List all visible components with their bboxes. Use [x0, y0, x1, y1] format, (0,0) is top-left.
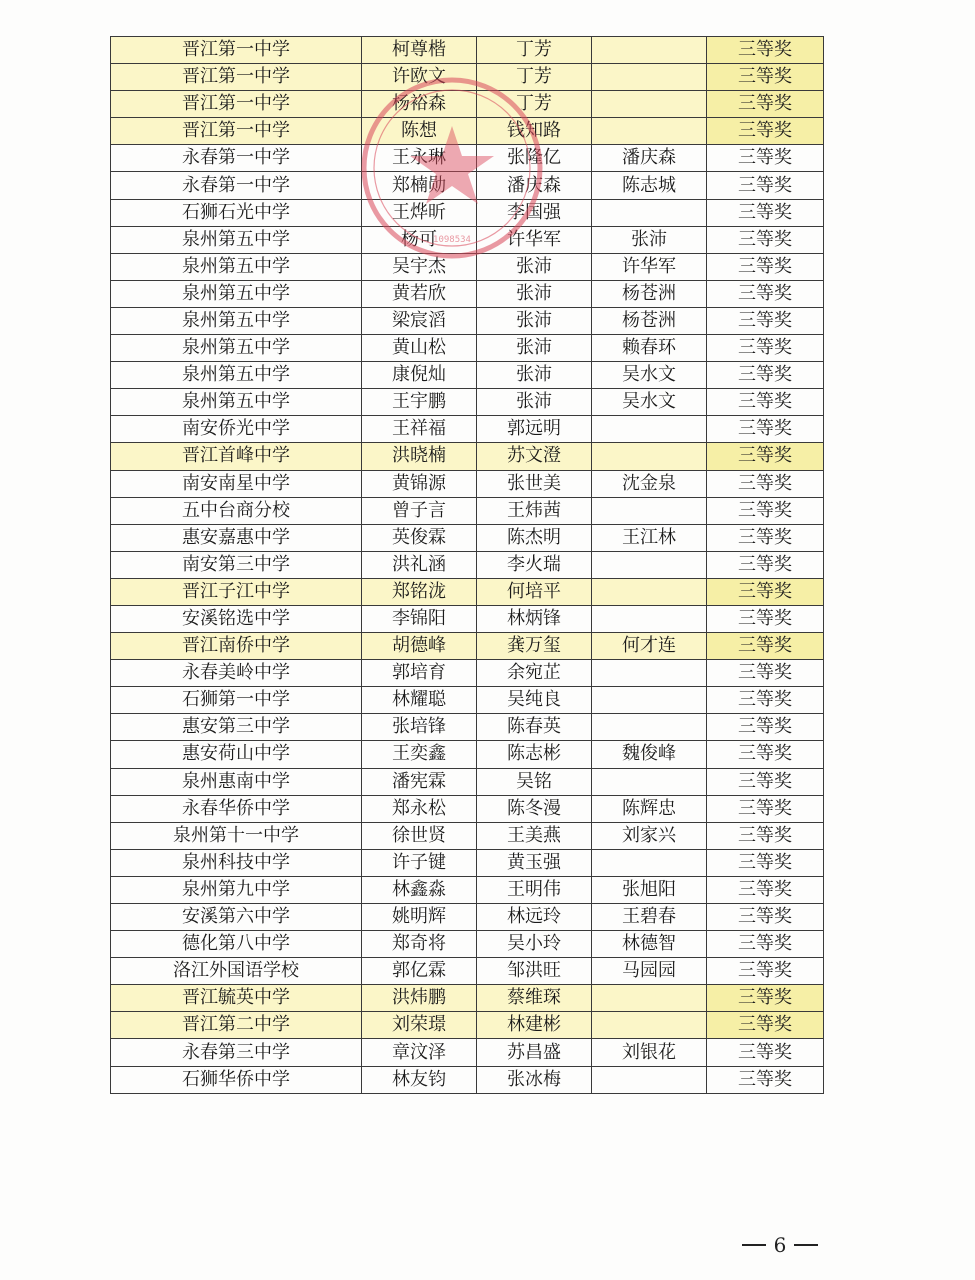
table-row — [111, 714, 824, 741]
table-row — [111, 904, 824, 931]
award-cell: 三等奖 — [707, 958, 824, 985]
award-cell: 三等奖 — [707, 876, 824, 903]
award-cell: 三等奖 — [707, 389, 824, 416]
teacher-secondary-cell — [592, 91, 707, 118]
award-cell: 三等奖 — [707, 416, 824, 443]
table-row — [111, 768, 824, 795]
teacher-primary-cell: 张沛 — [477, 362, 592, 389]
student-name-cell: 曾子言 — [362, 497, 477, 524]
school-cell: 晋江子江中学 — [111, 578, 362, 605]
teacher-secondary-cell: 张旭阳 — [592, 876, 707, 903]
student-name-cell: 郑奇将 — [362, 931, 477, 958]
school-cell: 晋江首峰中学 — [111, 443, 362, 470]
awards-table — [110, 36, 824, 1094]
student-name-cell: 杨可 — [362, 226, 477, 253]
student-name-cell: 康倪灿 — [362, 362, 477, 389]
student-name-cell: 胡德峰 — [362, 633, 477, 660]
student-name-cell: 林耀聪 — [362, 687, 477, 714]
teacher-primary-cell: 余宛芷 — [477, 660, 592, 687]
teacher-primary-cell: 钱知路 — [477, 118, 592, 145]
teacher-primary-cell: 许华军 — [477, 226, 592, 253]
teacher-primary-cell: 丁芳 — [477, 64, 592, 91]
table-row — [111, 389, 824, 416]
table-row — [111, 497, 824, 524]
student-name-cell: 黄锦源 — [362, 470, 477, 497]
table-row — [111, 253, 824, 280]
student-name-cell: 刘荣璟 — [362, 1012, 477, 1039]
teacher-primary-cell: 林建彬 — [477, 1012, 592, 1039]
award-cell: 三等奖 — [707, 605, 824, 632]
school-cell: 惠安嘉惠中学 — [111, 524, 362, 551]
student-name-cell: 王烨昕 — [362, 199, 477, 226]
school-cell: 南安侨光中学 — [111, 416, 362, 443]
teacher-primary-cell: 蔡维琛 — [477, 985, 592, 1012]
student-name-cell: 郑楠勋 — [362, 172, 477, 199]
teacher-primary-cell: 张沛 — [477, 280, 592, 307]
table-row — [111, 931, 824, 958]
student-name-cell: 张培锋 — [362, 714, 477, 741]
teacher-secondary-cell: 许华军 — [592, 253, 707, 280]
table-row — [111, 443, 824, 470]
teacher-primary-cell: 郭远明 — [477, 416, 592, 443]
teacher-secondary-cell — [592, 985, 707, 1012]
table-row — [111, 741, 824, 768]
table-row — [111, 849, 824, 876]
teacher-secondary-cell: 何才连 — [592, 633, 707, 660]
teacher-secondary-cell: 吴水文 — [592, 362, 707, 389]
table-row — [111, 633, 824, 660]
teacher-primary-cell: 王炜茜 — [477, 497, 592, 524]
teacher-secondary-cell: 潘庆森 — [592, 145, 707, 172]
school-cell: 德化第八中学 — [111, 931, 362, 958]
teacher-secondary-cell — [592, 605, 707, 632]
table-row — [111, 307, 824, 334]
student-name-cell: 许子键 — [362, 849, 477, 876]
table-row — [111, 1039, 824, 1066]
school-cell: 泉州第五中学 — [111, 226, 362, 253]
award-cell: 三等奖 — [707, 307, 824, 334]
student-name-cell: 柯尊楷 — [362, 37, 477, 64]
student-name-cell: 郑永松 — [362, 795, 477, 822]
award-cell: 三等奖 — [707, 714, 824, 741]
table-row — [111, 145, 824, 172]
teacher-secondary-cell: 王碧春 — [592, 904, 707, 931]
student-name-cell: 王宇鹏 — [362, 389, 477, 416]
teacher-secondary-cell: 陈辉忠 — [592, 795, 707, 822]
teacher-secondary-cell — [592, 687, 707, 714]
teacher-primary-cell: 李火瑞 — [477, 551, 592, 578]
school-cell: 泉州惠南中学 — [111, 768, 362, 795]
teacher-primary-cell: 张沛 — [477, 253, 592, 280]
teacher-secondary-cell — [592, 443, 707, 470]
teacher-secondary-cell — [592, 416, 707, 443]
table-row — [111, 551, 824, 578]
school-cell: 晋江毓英中学 — [111, 985, 362, 1012]
award-cell: 三等奖 — [707, 443, 824, 470]
student-name-cell: 林友钧 — [362, 1066, 477, 1093]
award-cell: 三等奖 — [707, 145, 824, 172]
student-name-cell: 洪晓楠 — [362, 443, 477, 470]
table-row — [111, 876, 824, 903]
school-cell: 惠安荷山中学 — [111, 741, 362, 768]
award-cell: 三等奖 — [707, 768, 824, 795]
student-name-cell: 郑铭泷 — [362, 578, 477, 605]
award-cell: 三等奖 — [707, 1039, 824, 1066]
teacher-primary-cell: 吴小玲 — [477, 931, 592, 958]
teacher-secondary-cell: 吴水文 — [592, 389, 707, 416]
table-row — [111, 199, 824, 226]
teacher-secondary-cell — [592, 497, 707, 524]
table-row — [111, 172, 824, 199]
school-cell: 泉州第九中学 — [111, 876, 362, 903]
table-row — [111, 37, 824, 64]
student-name-cell: 章汶泽 — [362, 1039, 477, 1066]
teacher-primary-cell: 丁芳 — [477, 91, 592, 118]
award-cell: 三等奖 — [707, 172, 824, 199]
award-cell: 三等奖 — [707, 633, 824, 660]
school-cell: 洛江外国语学校 — [111, 958, 362, 985]
school-cell: 石狮华侨中学 — [111, 1066, 362, 1093]
student-name-cell: 郭亿霖 — [362, 958, 477, 985]
school-cell: 永春第三中学 — [111, 1039, 362, 1066]
teacher-secondary-cell — [592, 849, 707, 876]
teacher-primary-cell: 张沛 — [477, 335, 592, 362]
award-cell: 三等奖 — [707, 91, 824, 118]
teacher-secondary-cell: 陈志城 — [592, 172, 707, 199]
award-cell: 三等奖 — [707, 741, 824, 768]
teacher-secondary-cell: 刘家兴 — [592, 822, 707, 849]
table-row — [111, 64, 824, 91]
student-name-cell: 潘宪霖 — [362, 768, 477, 795]
table-row — [111, 795, 824, 822]
student-name-cell: 英俊霖 — [362, 524, 477, 551]
school-cell: 永春华侨中学 — [111, 795, 362, 822]
teacher-secondary-cell: 魏俊峰 — [592, 741, 707, 768]
teacher-secondary-cell — [592, 660, 707, 687]
student-name-cell: 林鑫淼 — [362, 876, 477, 903]
award-cell: 三等奖 — [707, 578, 824, 605]
school-cell: 南安南星中学 — [111, 470, 362, 497]
award-cell: 三等奖 — [707, 280, 824, 307]
teacher-secondary-cell — [592, 37, 707, 64]
table-row — [111, 822, 824, 849]
school-cell: 泉州第十一中学 — [111, 822, 362, 849]
school-cell: 永春第一中学 — [111, 172, 362, 199]
award-cell: 三等奖 — [707, 551, 824, 578]
teacher-secondary-cell: 王江林 — [592, 524, 707, 551]
teacher-primary-cell: 李国强 — [477, 199, 592, 226]
award-cell: 三等奖 — [707, 904, 824, 931]
school-cell: 泉州科技中学 — [111, 849, 362, 876]
teacher-secondary-cell — [592, 551, 707, 578]
teacher-primary-cell: 张世美 — [477, 470, 592, 497]
teacher-secondary-cell: 马园园 — [592, 958, 707, 985]
page-number-value: 6 — [773, 1233, 787, 1257]
award-cell: 三等奖 — [707, 37, 824, 64]
school-cell: 泉州第五中学 — [111, 253, 362, 280]
school-cell: 泉州第五中学 — [111, 280, 362, 307]
table-row — [111, 524, 824, 551]
school-cell: 石狮第一中学 — [111, 687, 362, 714]
school-cell: 晋江第一中学 — [111, 37, 362, 64]
teacher-primary-cell: 陈冬漫 — [477, 795, 592, 822]
teacher-secondary-cell — [592, 578, 707, 605]
seal-serial-number: 1098534 — [433, 235, 471, 245]
award-cell: 三等奖 — [707, 226, 824, 253]
teacher-secondary-cell: 张沛 — [592, 226, 707, 253]
teacher-primary-cell: 陈杰明 — [477, 524, 592, 551]
school-cell: 安溪铭选中学 — [111, 605, 362, 632]
teacher-primary-cell: 黄玉强 — [477, 849, 592, 876]
table-row — [111, 660, 824, 687]
student-name-cell: 徐世贤 — [362, 822, 477, 849]
teacher-secondary-cell: 赖春环 — [592, 335, 707, 362]
student-name-cell: 黄山松 — [362, 335, 477, 362]
table-row — [111, 280, 824, 307]
school-cell: 泉州第五中学 — [111, 307, 362, 334]
student-name-cell: 许欧文 — [362, 64, 477, 91]
student-name-cell: 洪礼涵 — [362, 551, 477, 578]
school-cell: 安溪第六中学 — [111, 904, 362, 931]
school-cell: 晋江第一中学 — [111, 118, 362, 145]
teacher-secondary-cell — [592, 714, 707, 741]
award-cell: 三等奖 — [707, 660, 824, 687]
award-cell: 三等奖 — [707, 985, 824, 1012]
school-cell: 五中台商分校 — [111, 497, 362, 524]
award-cell: 三等奖 — [707, 795, 824, 822]
teacher-primary-cell: 陈春英 — [477, 714, 592, 741]
teacher-primary-cell: 张冰梅 — [477, 1066, 592, 1093]
teacher-primary-cell: 张隆亿 — [477, 145, 592, 172]
table-row — [111, 605, 824, 632]
teacher-primary-cell: 张沛 — [477, 389, 592, 416]
student-name-cell: 王永琳 — [362, 145, 477, 172]
school-cell: 永春美岭中学 — [111, 660, 362, 687]
award-cell: 三等奖 — [707, 687, 824, 714]
teacher-secondary-cell — [592, 1066, 707, 1093]
school-cell: 泉州第五中学 — [111, 335, 362, 362]
school-cell: 石狮石光中学 — [111, 199, 362, 226]
table-row — [111, 335, 824, 362]
award-cell: 三等奖 — [707, 1012, 824, 1039]
student-name-cell: 姚明辉 — [362, 904, 477, 931]
awards-table-body — [111, 37, 824, 1094]
teacher-secondary-cell — [592, 768, 707, 795]
table-row — [111, 985, 824, 1012]
teacher-primary-cell: 何培平 — [477, 578, 592, 605]
teacher-secondary-cell: 林德智 — [592, 931, 707, 958]
page-number-right-dash — [794, 1244, 818, 1246]
teacher-secondary-cell: 杨苍洲 — [592, 307, 707, 334]
teacher-primary-cell: 丁芳 — [477, 37, 592, 64]
award-cell: 三等奖 — [707, 253, 824, 280]
award-cell: 三等奖 — [707, 118, 824, 145]
school-cell: 泉州第五中学 — [111, 389, 362, 416]
table-row — [111, 578, 824, 605]
teacher-secondary-cell — [592, 1012, 707, 1039]
student-name-cell: 郭培育 — [362, 660, 477, 687]
school-cell: 晋江第二中学 — [111, 1012, 362, 1039]
table-row — [111, 226, 824, 253]
student-name-cell: 洪炜鹏 — [362, 985, 477, 1012]
teacher-primary-cell: 吴铭 — [477, 768, 592, 795]
teacher-primary-cell: 邹洪旺 — [477, 958, 592, 985]
student-name-cell: 吴宇杰 — [362, 253, 477, 280]
student-name-cell: 梁宸滔 — [362, 307, 477, 334]
school-cell: 泉州第五中学 — [111, 362, 362, 389]
table-row — [111, 470, 824, 497]
teacher-secondary-cell: 沈金泉 — [592, 470, 707, 497]
teacher-secondary-cell — [592, 199, 707, 226]
award-cell: 三等奖 — [707, 470, 824, 497]
teacher-primary-cell: 王明伟 — [477, 876, 592, 903]
student-name-cell: 杨裕森 — [362, 91, 477, 118]
student-name-cell: 李锦阳 — [362, 605, 477, 632]
table-row — [111, 91, 824, 118]
teacher-primary-cell: 吴纯良 — [477, 687, 592, 714]
teacher-primary-cell: 潘庆森 — [477, 172, 592, 199]
student-name-cell: 王奕鑫 — [362, 741, 477, 768]
award-cell: 三等奖 — [707, 199, 824, 226]
student-name-cell: 王祥福 — [362, 416, 477, 443]
teacher-secondary-cell: 杨苍洲 — [592, 280, 707, 307]
table-row — [111, 1012, 824, 1039]
student-name-cell: 黄若欣 — [362, 280, 477, 307]
student-name-cell: 陈想 — [362, 118, 477, 145]
award-cell: 三等奖 — [707, 822, 824, 849]
teacher-secondary-cell: 刘银花 — [592, 1039, 707, 1066]
school-cell: 南安第三中学 — [111, 551, 362, 578]
school-cell: 晋江第一中学 — [111, 91, 362, 118]
school-cell: 永春第一中学 — [111, 145, 362, 172]
school-cell: 惠安第三中学 — [111, 714, 362, 741]
award-cell: 三等奖 — [707, 849, 824, 876]
school-cell: 晋江第一中学 — [111, 64, 362, 91]
award-cell: 三等奖 — [707, 1066, 824, 1093]
award-cell: 三等奖 — [707, 524, 824, 551]
award-cell: 三等奖 — [707, 335, 824, 362]
page-number — [735, 1230, 825, 1260]
teacher-secondary-cell — [592, 64, 707, 91]
award-cell: 三等奖 — [707, 362, 824, 389]
teacher-primary-cell: 王美燕 — [477, 822, 592, 849]
teacher-secondary-cell — [592, 118, 707, 145]
table-row — [111, 362, 824, 389]
teacher-primary-cell: 苏文澄 — [477, 443, 592, 470]
teacher-primary-cell: 苏昌盛 — [477, 1039, 592, 1066]
table-row — [111, 416, 824, 443]
teacher-primary-cell: 张沛 — [477, 307, 592, 334]
award-cell: 三等奖 — [707, 931, 824, 958]
table-row — [111, 118, 824, 145]
teacher-primary-cell: 龚万玺 — [477, 633, 592, 660]
award-cell: 三等奖 — [707, 64, 824, 91]
award-cell: 三等奖 — [707, 497, 824, 524]
table-row — [111, 687, 824, 714]
school-cell: 晋江南侨中学 — [111, 633, 362, 660]
teacher-primary-cell: 陈志彬 — [477, 741, 592, 768]
table-row — [111, 958, 824, 985]
table-row — [111, 1066, 824, 1093]
teacher-primary-cell: 林炳锋 — [477, 605, 592, 632]
teacher-primary-cell: 林远玲 — [477, 904, 592, 931]
page-number-left-dash — [742, 1244, 766, 1246]
